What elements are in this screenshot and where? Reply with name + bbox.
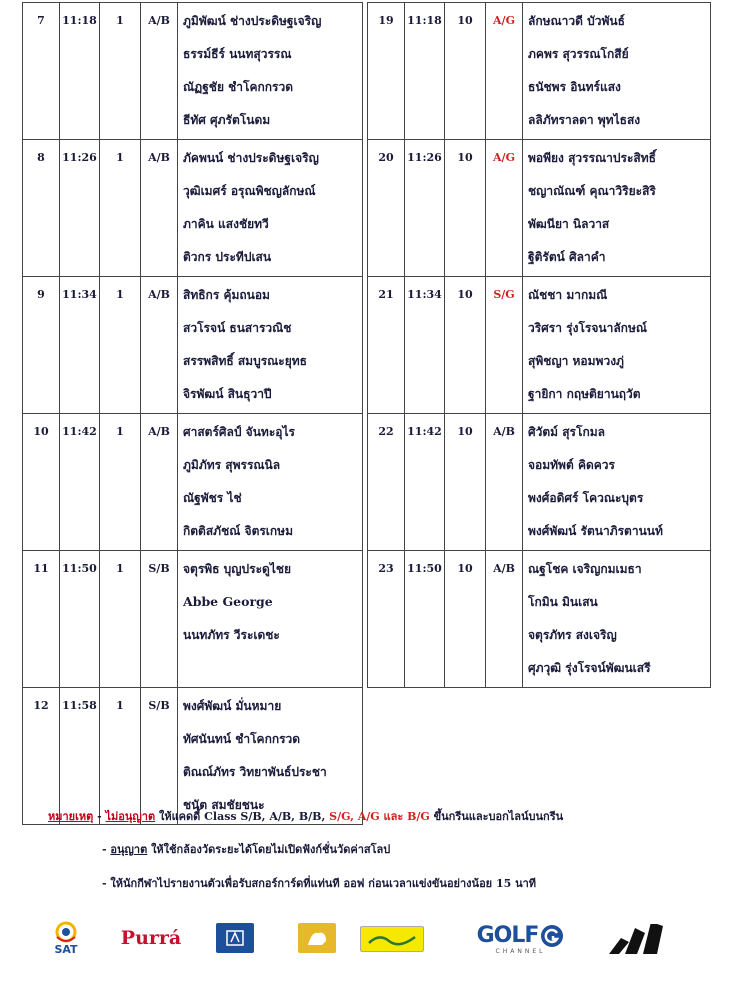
player-name: พงศ์อดิศร์ โควณะบุตร <box>528 491 644 505</box>
group-number: 22 <box>368 414 405 551</box>
player-class: A/B <box>486 414 523 551</box>
player-name: จตุรภัทร สงเจริญ <box>528 628 617 642</box>
player-name: ชนัต สมชัยชนะ <box>183 798 265 812</box>
player-class: A/B <box>141 414 178 551</box>
player-class: A/B <box>141 3 178 140</box>
player-name: สุพิชญา หอมพวงภู่ <box>528 354 624 368</box>
group-number: 11 <box>23 551 60 688</box>
player-name: ภคพร สุวรรณโกสีย์ <box>528 47 629 61</box>
player-name: ภัคพนน์ ช่างประดิษฐเจริญ <box>183 151 319 165</box>
start-hole: 1 <box>100 277 141 414</box>
start-hole: 10 <box>445 277 486 414</box>
tee-time: 11:34 <box>60 277 100 414</box>
wordmark-icon <box>365 931 419 947</box>
sat-emblem-icon <box>51 921 81 943</box>
player-name: ณัฏฐชัย ชำโคกกรวด <box>183 80 294 94</box>
player-name: Abbe George <box>183 594 273 609</box>
player-name: ภูมิภัทร สุพรรณนิล <box>183 458 281 472</box>
player-name: กิตติสภัชณ์ จิตรเกษม <box>183 524 293 538</box>
player-class: A/B <box>141 277 178 414</box>
player-name: วุฒิเมศร์ อรุณพิชญลักษณ์ <box>183 184 316 198</box>
player-name: ธนัชพร อินทร์แสง <box>528 80 621 94</box>
group-row <box>368 3 711 140</box>
player-name: ณฐโชค เจริญกมเมธา <box>528 562 642 576</box>
group-number: 9 <box>23 277 60 414</box>
player-name: ศิวัตม์ สุรโกมล <box>528 425 605 439</box>
start-hole: 1 <box>100 140 141 277</box>
player-name: จิรพัฒน์ สินธุวาปี <box>183 387 272 401</box>
group-number: 7 <box>23 3 60 140</box>
tee-time: 11:18 <box>60 3 100 140</box>
tee-time: 11:26 <box>405 140 445 277</box>
player-names <box>178 3 363 140</box>
note-line-2 <box>102 840 390 858</box>
not-allowed-text: ไม่อนุญาต <box>105 810 156 823</box>
player-name: นนทภัทร วีระเดชะ <box>183 628 280 642</box>
group-row <box>23 277 363 414</box>
player-name: ชญาณัณฑ์ คุณาวิริยะสิริ <box>528 184 656 198</box>
player-names <box>178 551 363 688</box>
player-name: ฐายิกา กฤษติยานฤวัต <box>528 387 641 401</box>
player-name: ติณณ์ภัทร วิทยาพันธ์ประชา <box>183 765 327 779</box>
start-hole: 1 <box>100 414 141 551</box>
g-circle-icon <box>540 924 564 948</box>
note-sep: - <box>93 810 106 823</box>
player-name: ลลิภัทราลดา พุทไธสง <box>528 113 641 127</box>
player-class: A/G <box>486 3 523 140</box>
group-row <box>368 414 711 551</box>
singha-logo <box>298 923 336 953</box>
note-line1-tail: ขึ้นกรีนและบอกไลน์บนกรีน <box>429 810 564 823</box>
player-name <box>183 654 362 687</box>
group-number: 21 <box>368 277 405 414</box>
player-name: ศาสตร์ศิลป์ จันทะอุไร <box>183 425 295 439</box>
player-name: ภูมิพัฒน์ ช่างประดิษฐเจริญ <box>183 14 322 28</box>
yellow-brand-logo <box>360 926 424 952</box>
golf-channel-logo <box>463 921 578 957</box>
player-names <box>523 277 711 414</box>
group-number: 12 <box>23 688 60 825</box>
start-hole: 1 <box>100 3 141 140</box>
player-class: S/G <box>486 277 523 414</box>
player-name: จอมทัพต์ คิดควร <box>528 458 615 472</box>
tee-time: 11:50 <box>60 551 100 688</box>
player-name: ติวกร ประทีปเสน <box>183 250 272 264</box>
schedule-table-right <box>367 2 711 688</box>
note-line2-text: ให้ใช้กล้องวัดระยะได้โดยไม่เปิดฟังก์ชั่นวัดค่าสโลป <box>147 843 391 856</box>
sat-text: SAT <box>54 942 78 956</box>
group-number: 20 <box>368 140 405 277</box>
player-names <box>523 551 711 688</box>
group-row <box>23 551 363 688</box>
player-name: สวโรจน์ ธนสารวณิช <box>183 321 292 335</box>
group-number: 23 <box>368 551 405 688</box>
channel-text: CHANNEL <box>495 948 546 955</box>
player-class: A/B <box>141 140 178 277</box>
player-name: พอพียง สุวรรณาประสิทธิ์ <box>528 151 656 165</box>
note-line-1 <box>48 807 563 825</box>
player-name: พงศ์พัฒน์ มั่นหมาย <box>183 699 282 713</box>
sat-logo <box>46 917 86 959</box>
group-row <box>23 688 363 825</box>
purra-logo: Purrá <box>120 927 182 949</box>
tee-time: 11:58 <box>60 688 100 825</box>
player-names <box>523 140 711 277</box>
start-hole: 1 <box>100 551 141 688</box>
schedule-table-left <box>22 2 363 825</box>
group-number: 8 <box>23 140 60 277</box>
player-name: ณัชชา มากมณี <box>528 288 608 302</box>
player-class: A/G <box>486 140 523 277</box>
group-row <box>23 140 363 277</box>
blue-brand-logo <box>216 923 254 953</box>
lion-icon <box>304 927 330 949</box>
group-row <box>368 551 711 688</box>
three-stripes-icon <box>607 924 667 954</box>
emblem-icon <box>224 928 246 948</box>
group-number: 19 <box>368 3 405 140</box>
player-name: จตุรพิธ บุญประดูไชย <box>183 562 292 576</box>
adidas-logo <box>606 921 668 957</box>
player-names <box>178 140 363 277</box>
player-names <box>178 688 363 825</box>
start-hole: 10 <box>445 140 486 277</box>
player-class: S/B <box>141 551 178 688</box>
player-names <box>178 414 363 551</box>
player-name: วริศรา รุ่งโรจนาลักษณ์ <box>528 321 647 335</box>
group-row <box>23 3 363 140</box>
start-hole: 10 <box>445 414 486 551</box>
note-label: หมายเหตุ <box>48 810 94 823</box>
note-line1-text: ให้แคดดี้ Class S/B, A/B, B/B, <box>155 810 330 823</box>
player-name: โกมิน มินเสน <box>528 595 598 609</box>
player-name: ทัศนันทน์ ชำโคกกรวด <box>183 732 301 746</box>
tee-time: 11:26 <box>60 140 100 277</box>
player-names <box>523 3 711 140</box>
player-class: S/B <box>141 688 178 825</box>
sponsor-logos <box>38 915 688 965</box>
player-name: ภาคิน แสงชัยทวี <box>183 217 269 231</box>
player-class: A/B <box>486 551 523 688</box>
player-name: ฐิติรัตน์ ศิลาคำ <box>528 250 606 264</box>
note-line2-prefix: - <box>102 843 111 856</box>
group-row <box>368 140 711 277</box>
player-name: พัฒนียา นิลวาส <box>528 217 610 231</box>
tee-time: 11:18 <box>405 3 445 140</box>
start-hole: 10 <box>445 551 486 688</box>
player-name: สิทธิกร คุ้มถนอม <box>183 288 270 302</box>
player-name: พงศ์พัฒน์ รัตนาภิรตานนท์ <box>528 524 663 538</box>
player-name: ณัฐพัชร ไช่ <box>183 491 242 505</box>
tee-time: 11:34 <box>405 277 445 414</box>
group-row <box>368 277 711 414</box>
group-number: 10 <box>23 414 60 551</box>
player-name: ธรรม์ธีร์ นนทสุวรรณ <box>183 47 292 61</box>
group-row <box>23 414 363 551</box>
player-names <box>523 414 711 551</box>
note-line-3: - ให้นักกีฬาไปรายงานตัวเพื่อรับสกอร์การ์ดที่แท่นที ออฟ ก่อนเวลาแข่งขันอย่างน้อย 15 นาที <box>102 877 537 890</box>
start-hole: 1 <box>100 688 141 825</box>
player-name: สรรพสิทธิ์ สมบูรณะยุทธ <box>183 354 308 368</box>
player-name: ลักษณาวดี บัวพันธ์ <box>528 14 625 28</box>
player-name: ธีทัศ ศุภรัตโนดม <box>183 113 271 127</box>
tee-time: 11:50 <box>405 551 445 688</box>
note-red-classes: S/G, A/G และ B/G <box>329 810 430 823</box>
player-name: ศุภวุฒิ รุ่งโรจน์พัฒนเสรี <box>528 661 651 675</box>
golf-text: GOLF <box>476 923 539 948</box>
allowed-text: อนุญาต <box>110 843 148 856</box>
player-names <box>178 277 363 414</box>
tee-time: 11:42 <box>405 414 445 551</box>
tee-time: 11:42 <box>60 414 100 551</box>
start-hole: 10 <box>445 3 486 140</box>
